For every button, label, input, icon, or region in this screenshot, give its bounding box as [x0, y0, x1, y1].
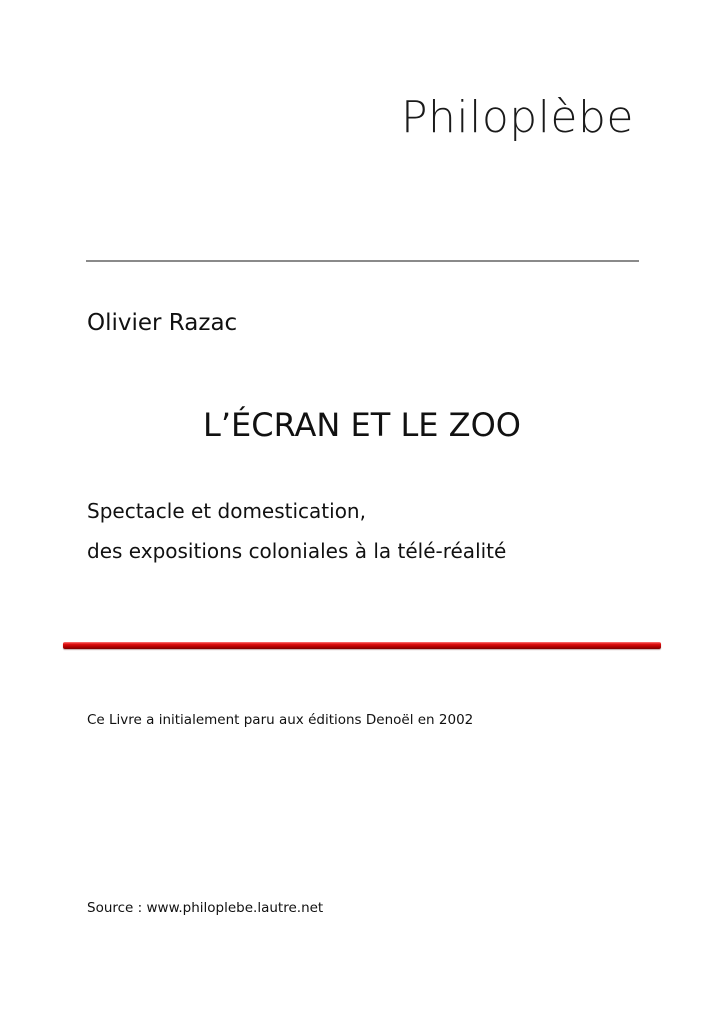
grey-divider: [86, 260, 639, 262]
book-title: L’ÉCRAN ET LE ZOO: [203, 406, 521, 444]
author-name: Olivier Razac: [87, 310, 238, 336]
subtitle-line-2: des expositions coloniales à la télé-réalité: [87, 539, 507, 563]
source-line: Source : www.philoplebe.lautre.net: [87, 900, 324, 916]
book-subtitle: [87, 491, 506, 571]
publication-note: Ce Livre a initialement paru aux éditions Denoël en 2002: [87, 712, 474, 728]
red-divider: [63, 642, 661, 649]
brand-logo: Philoplèbe: [400, 92, 634, 143]
subtitle-line-1: Spectacle et domestication,: [87, 499, 366, 523]
